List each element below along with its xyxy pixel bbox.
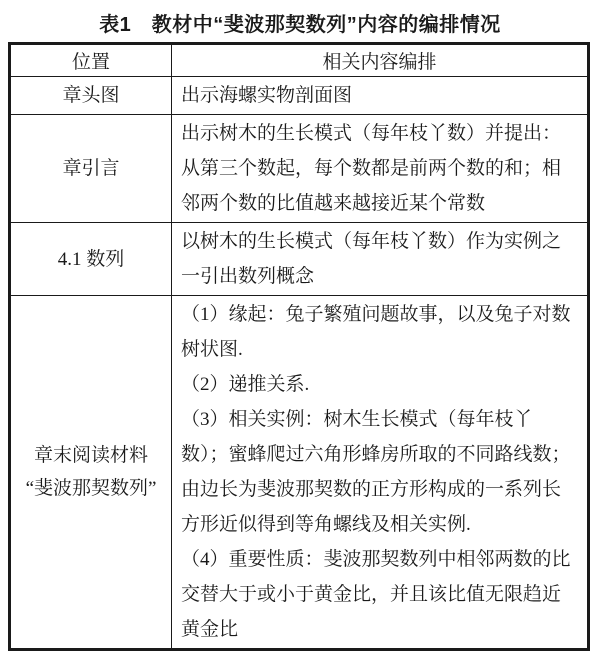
row-position-label: [10, 296, 172, 650]
row-position-label: 章头图: [10, 77, 172, 115]
content-item-3: （3）相关实例：树木生长模式（每年枝丫数）；蜜蜂爬过六角形蜂房所取的不同路线数；由边长为斐波那契数的正方形构成的一系列长方形近似得到等角螺线及相关实例.: [181, 409, 571, 535]
column-header-position: 位置: [10, 44, 172, 77]
content-item-2: （2）递推关系.: [181, 374, 310, 395]
table-row-chapter-intro: [10, 115, 589, 223]
column-header-content: 相关内容编排: [172, 44, 589, 77]
row-content-cell: [172, 296, 589, 650]
content-arrangement-table: [8, 42, 590, 651]
content-line: 出示海螺实物剖面图: [181, 85, 353, 106]
table-caption: 表1 教材中“斐波那契数列”内容的编排情况: [99, 14, 501, 36]
content-line: 以树木的生长模式（每年枝丫数）作为实例之一引出数列概念: [181, 231, 562, 287]
position-line: “斐波那契数列”: [25, 478, 157, 499]
row-content-cell: [172, 115, 589, 223]
table-row-chapter-head-figure: [10, 77, 589, 115]
row-content-cell: [172, 223, 589, 296]
row-position-label: 章引言: [10, 115, 172, 223]
position-line: 章末阅读材料: [33, 445, 148, 466]
content-line: 出示树木的生长模式（每年枝丫数）并提出：从第三个数起，每个数都是前两个数的和；相邻两个数的比值越来越接近某个常数: [181, 123, 562, 214]
content-item-4: （4）重要性质：斐波那契数列中相邻两数的比交替大于或小于黄金比，并且该比值无限趋近黄金比: [181, 549, 571, 640]
table-header-row: [10, 44, 589, 77]
table-row-reading-material: [10, 296, 589, 650]
row-content-cell: [172, 77, 589, 115]
content-item-1: （1）缘起：兔子繁殖问题故事，以及兔子对数树状图.: [181, 304, 571, 360]
table-row-section-4-1: [10, 223, 589, 296]
row-position-label: 4.1 数列: [10, 223, 172, 296]
